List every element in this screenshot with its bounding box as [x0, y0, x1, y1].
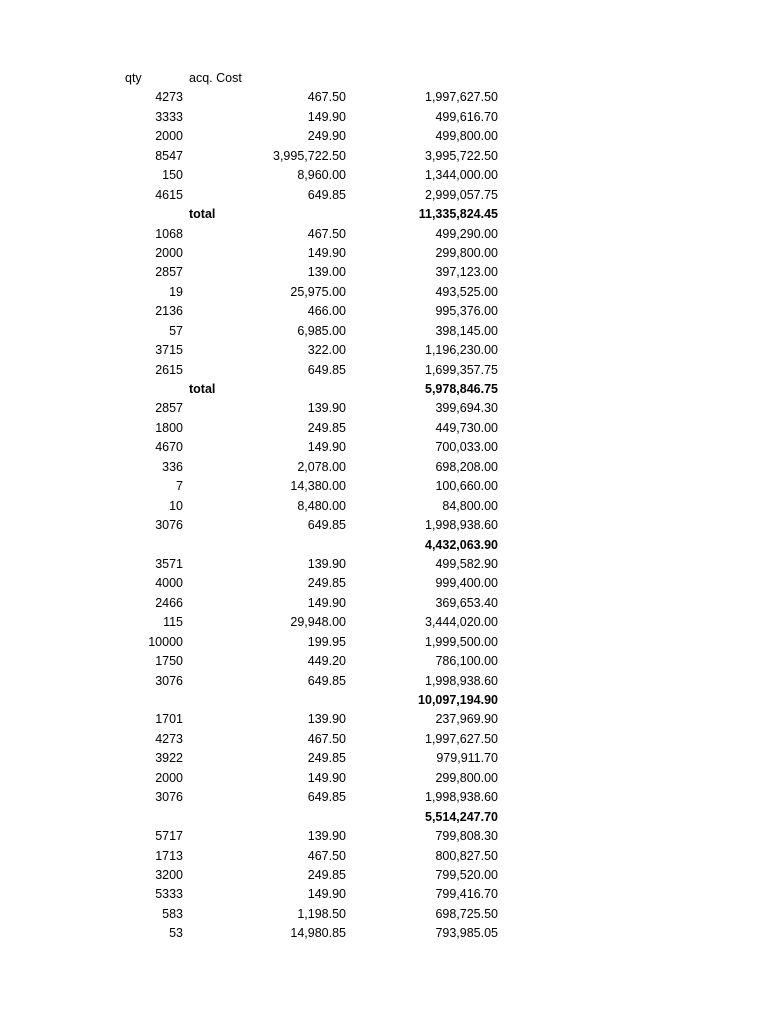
table-row: [0, 88, 768, 107]
qty-cell: 3922: [155, 751, 183, 766]
line-total-cell: 799,520.00: [435, 867, 498, 882]
qty-cell: 3333: [155, 109, 183, 124]
table-row: [0, 633, 768, 652]
qty-cell: 5333: [155, 887, 183, 902]
table-row: [0, 555, 768, 574]
qty-cell: 3200: [155, 867, 183, 882]
table-row: [0, 866, 768, 885]
qty-cell: 3076: [155, 518, 183, 533]
acq-cost-cell: 2,078.00: [297, 459, 346, 474]
acq-cost-cell: 249.90: [307, 129, 346, 144]
subtotal-row: [0, 205, 768, 224]
acq-cost-cell: 149.90: [307, 440, 346, 455]
line-total-cell: 786,100.00: [435, 654, 498, 669]
qty-cell: 1701: [155, 712, 183, 727]
line-total-cell: 698,725.50: [435, 906, 498, 921]
line-total-cell: 299,800.00: [435, 770, 498, 785]
qty-cell: 1750: [155, 654, 183, 669]
subtotal-row: [0, 536, 768, 555]
acq-cost-cell: 6,985.00: [297, 323, 346, 338]
table-row: [0, 710, 768, 729]
table-row: [0, 847, 768, 866]
acq-cost-cell: 149.90: [307, 245, 346, 260]
subtotal-value: 4,432,063.90: [425, 537, 498, 552]
table-row: [0, 225, 768, 244]
line-total-cell: 1,998,938.60: [425, 518, 498, 533]
line-total-cell: 1,196,230.00: [425, 343, 498, 358]
table-row: [0, 516, 768, 535]
table-row: [0, 574, 768, 593]
table-row: [0, 594, 768, 613]
acq-cost-cell: 249.85: [307, 867, 346, 882]
line-total-cell: 499,582.90: [435, 556, 498, 571]
acq-cost-cell: 8,960.00: [297, 168, 346, 183]
table-row: [0, 283, 768, 302]
table-row: [0, 924, 768, 943]
table-row: [0, 827, 768, 846]
acq-cost-cell: 3,995,722.50: [273, 148, 346, 163]
qty-cell: 1713: [155, 848, 183, 863]
acq-cost-cell: 14,980.85: [290, 926, 346, 941]
qty-cell: 4000: [155, 576, 183, 591]
qty-cell: 2466: [155, 595, 183, 610]
subtotal-row: [0, 691, 768, 710]
line-total-cell: 999,400.00: [435, 576, 498, 591]
line-total-cell: 1,699,357.75: [425, 362, 498, 377]
acq-cost-cell: 649.85: [307, 362, 346, 377]
acq-cost-cell: 249.85: [307, 576, 346, 591]
qty-cell: 2000: [155, 129, 183, 144]
spreadsheet: [0, 69, 768, 944]
table-row: [0, 438, 768, 457]
acq-cost-cell: 139.90: [307, 401, 346, 416]
qty-cell: 5717: [155, 829, 183, 844]
line-total-cell: 397,123.00: [435, 265, 498, 280]
acq-cost-cell: 139.90: [307, 829, 346, 844]
acq-cost-cell: 466.00: [307, 304, 346, 319]
line-total-cell: 1,998,938.60: [425, 790, 498, 805]
acq-cost-cell: 149.90: [307, 887, 346, 902]
line-total-cell: 979,911.70: [436, 751, 498, 766]
line-total-cell: 299,800.00: [435, 245, 498, 260]
acq-cost-cell: 139.90: [307, 556, 346, 571]
table-row: [0, 166, 768, 185]
line-total-cell: 3,444,020.00: [425, 615, 498, 630]
qty-cell: 2000: [155, 770, 183, 785]
acq-cost-cell: 449.20: [307, 654, 346, 669]
table-row: [0, 322, 768, 341]
table-row: [0, 361, 768, 380]
table-row: [0, 613, 768, 632]
acq-cost-cell: 649.85: [307, 790, 346, 805]
table-row: [0, 458, 768, 477]
acq-cost-cell: 649.85: [307, 673, 346, 688]
table-row: [0, 905, 768, 924]
line-total-cell: 793,985.05: [435, 926, 498, 941]
line-total-cell: 799,808.30: [435, 829, 498, 844]
qty-cell: 10000: [148, 634, 183, 649]
qty-cell: 10: [169, 498, 183, 513]
line-total-cell: 493,525.00: [435, 284, 498, 299]
table-row: [0, 497, 768, 516]
line-total-cell: 499,616.70: [435, 109, 498, 124]
qty-cell: 3076: [155, 673, 183, 688]
table-row: [0, 769, 768, 788]
qty-cell: 2857: [155, 401, 183, 416]
table-row: [0, 885, 768, 904]
line-total-cell: 84,800.00: [442, 498, 498, 513]
acq-cost-cell: 467.50: [307, 731, 346, 746]
qty-cell: 583: [162, 906, 183, 921]
acq-cost-cell: 467.50: [307, 848, 346, 863]
acq-cost-cell: 14,380.00: [290, 479, 346, 494]
subtotal-row: [0, 808, 768, 827]
table-row: [0, 652, 768, 671]
acq-cost-cell: 149.90: [307, 109, 346, 124]
qty-cell: 4273: [155, 90, 183, 105]
subtotal-value: 5,978,846.75: [425, 382, 498, 396]
qty-cell: 4615: [155, 187, 183, 202]
acq-cost-cell: 467.50: [307, 90, 346, 105]
acq-cost-column-header: acq. Cost: [189, 71, 242, 85]
qty-cell: 3571: [155, 556, 183, 571]
table-row: [0, 399, 768, 418]
line-total-cell: 3,995,722.50: [425, 148, 498, 163]
acq-cost-cell: 25,975.00: [290, 284, 346, 299]
line-total-cell: 995,376.00: [435, 304, 498, 319]
qty-cell: 3715: [155, 343, 183, 358]
line-total-cell: 1,998,938.60: [425, 673, 498, 688]
line-total-cell: 1,997,627.50: [425, 731, 498, 746]
acq-cost-cell: 249.85: [307, 751, 346, 766]
subtotal-value: 10,097,194.90: [418, 693, 498, 707]
qty-cell: 4670: [155, 440, 183, 455]
line-total-cell: 100,660.00: [435, 479, 498, 494]
line-total-cell: 369,653.40: [435, 595, 498, 610]
acq-cost-cell: 1,198.50: [297, 906, 346, 921]
qty-cell: 115: [163, 615, 183, 630]
acq-cost-cell: 649.85: [307, 187, 346, 202]
qty-cell: 7: [176, 479, 183, 494]
line-total-cell: 1,999,500.00: [425, 634, 498, 649]
table-row: [0, 108, 768, 127]
qty-cell: 2000: [155, 245, 183, 260]
qty-cell: 3076: [155, 790, 183, 805]
acq-cost-cell: 139.90: [307, 712, 346, 727]
line-total-cell: 398,145.00: [435, 323, 498, 338]
table-row: [0, 419, 768, 438]
qty-cell: 57: [169, 323, 183, 338]
qty-cell: 4273: [155, 731, 183, 746]
table-row: [0, 341, 768, 360]
acq-cost-cell: 149.90: [307, 595, 346, 610]
table-row: [0, 749, 768, 768]
table-row: [0, 147, 768, 166]
acq-cost-cell: 149.90: [307, 770, 346, 785]
line-total-cell: 1,344,000.00: [425, 168, 498, 183]
line-total-cell: 499,800.00: [435, 129, 498, 144]
line-total-cell: 2,999,057.75: [425, 187, 498, 202]
table-row: [0, 788, 768, 807]
line-total-cell: 237,969.90: [435, 712, 498, 727]
qty-column-header: qty: [125, 71, 142, 85]
header-row: [0, 69, 768, 88]
table-row: [0, 244, 768, 263]
table-row: [0, 127, 768, 146]
acq-cost-cell: 139.00: [307, 265, 346, 280]
acq-cost-cell: 649.85: [307, 518, 346, 533]
qty-cell: 19: [169, 284, 183, 299]
qty-cell: 2857: [155, 265, 183, 280]
subtotal-value: 11,335,824.45: [418, 207, 498, 222]
acq-cost-cell: 29,948.00: [290, 615, 346, 630]
acq-cost-cell: 249.85: [307, 420, 346, 435]
subtotal-row: [0, 380, 768, 399]
acq-cost-cell: 322.00: [307, 343, 346, 358]
table-row: [0, 477, 768, 496]
line-total-cell: 800,827.50: [435, 848, 498, 863]
line-total-cell: 399,694.30: [435, 401, 498, 416]
table-row: [0, 186, 768, 205]
qty-cell: 150: [162, 168, 183, 183]
line-total-cell: 698,208.00: [435, 459, 498, 474]
data-rows: [0, 88, 768, 943]
acq-cost-cell: 199.95: [307, 634, 346, 649]
line-total-cell: 1,997,627.50: [425, 90, 498, 105]
subtotal-label: total: [189, 382, 216, 396]
acq-cost-cell: 467.50: [307, 226, 346, 241]
subtotal-label: total: [189, 207, 216, 222]
qty-cell: 53: [169, 926, 183, 941]
line-total-cell: 799,416.70: [435, 887, 498, 902]
subtotal-value: 5,514,247.70: [425, 809, 498, 824]
table-row: [0, 263, 768, 282]
table-row: [0, 730, 768, 749]
line-total-cell: 449,730.00: [435, 420, 498, 435]
acq-cost-cell: 8,480.00: [297, 498, 346, 513]
line-total-cell: 700,033.00: [435, 440, 498, 455]
qty-cell: 8547: [155, 148, 183, 163]
qty-cell: 2136: [155, 304, 183, 319]
table-row: [0, 302, 768, 321]
qty-cell: 1800: [155, 420, 183, 435]
line-total-cell: 499,290.00: [435, 226, 498, 241]
table-row: [0, 672, 768, 691]
qty-cell: 1068: [155, 226, 183, 241]
qty-cell: 2615: [155, 362, 183, 377]
qty-cell: 336: [162, 459, 183, 474]
